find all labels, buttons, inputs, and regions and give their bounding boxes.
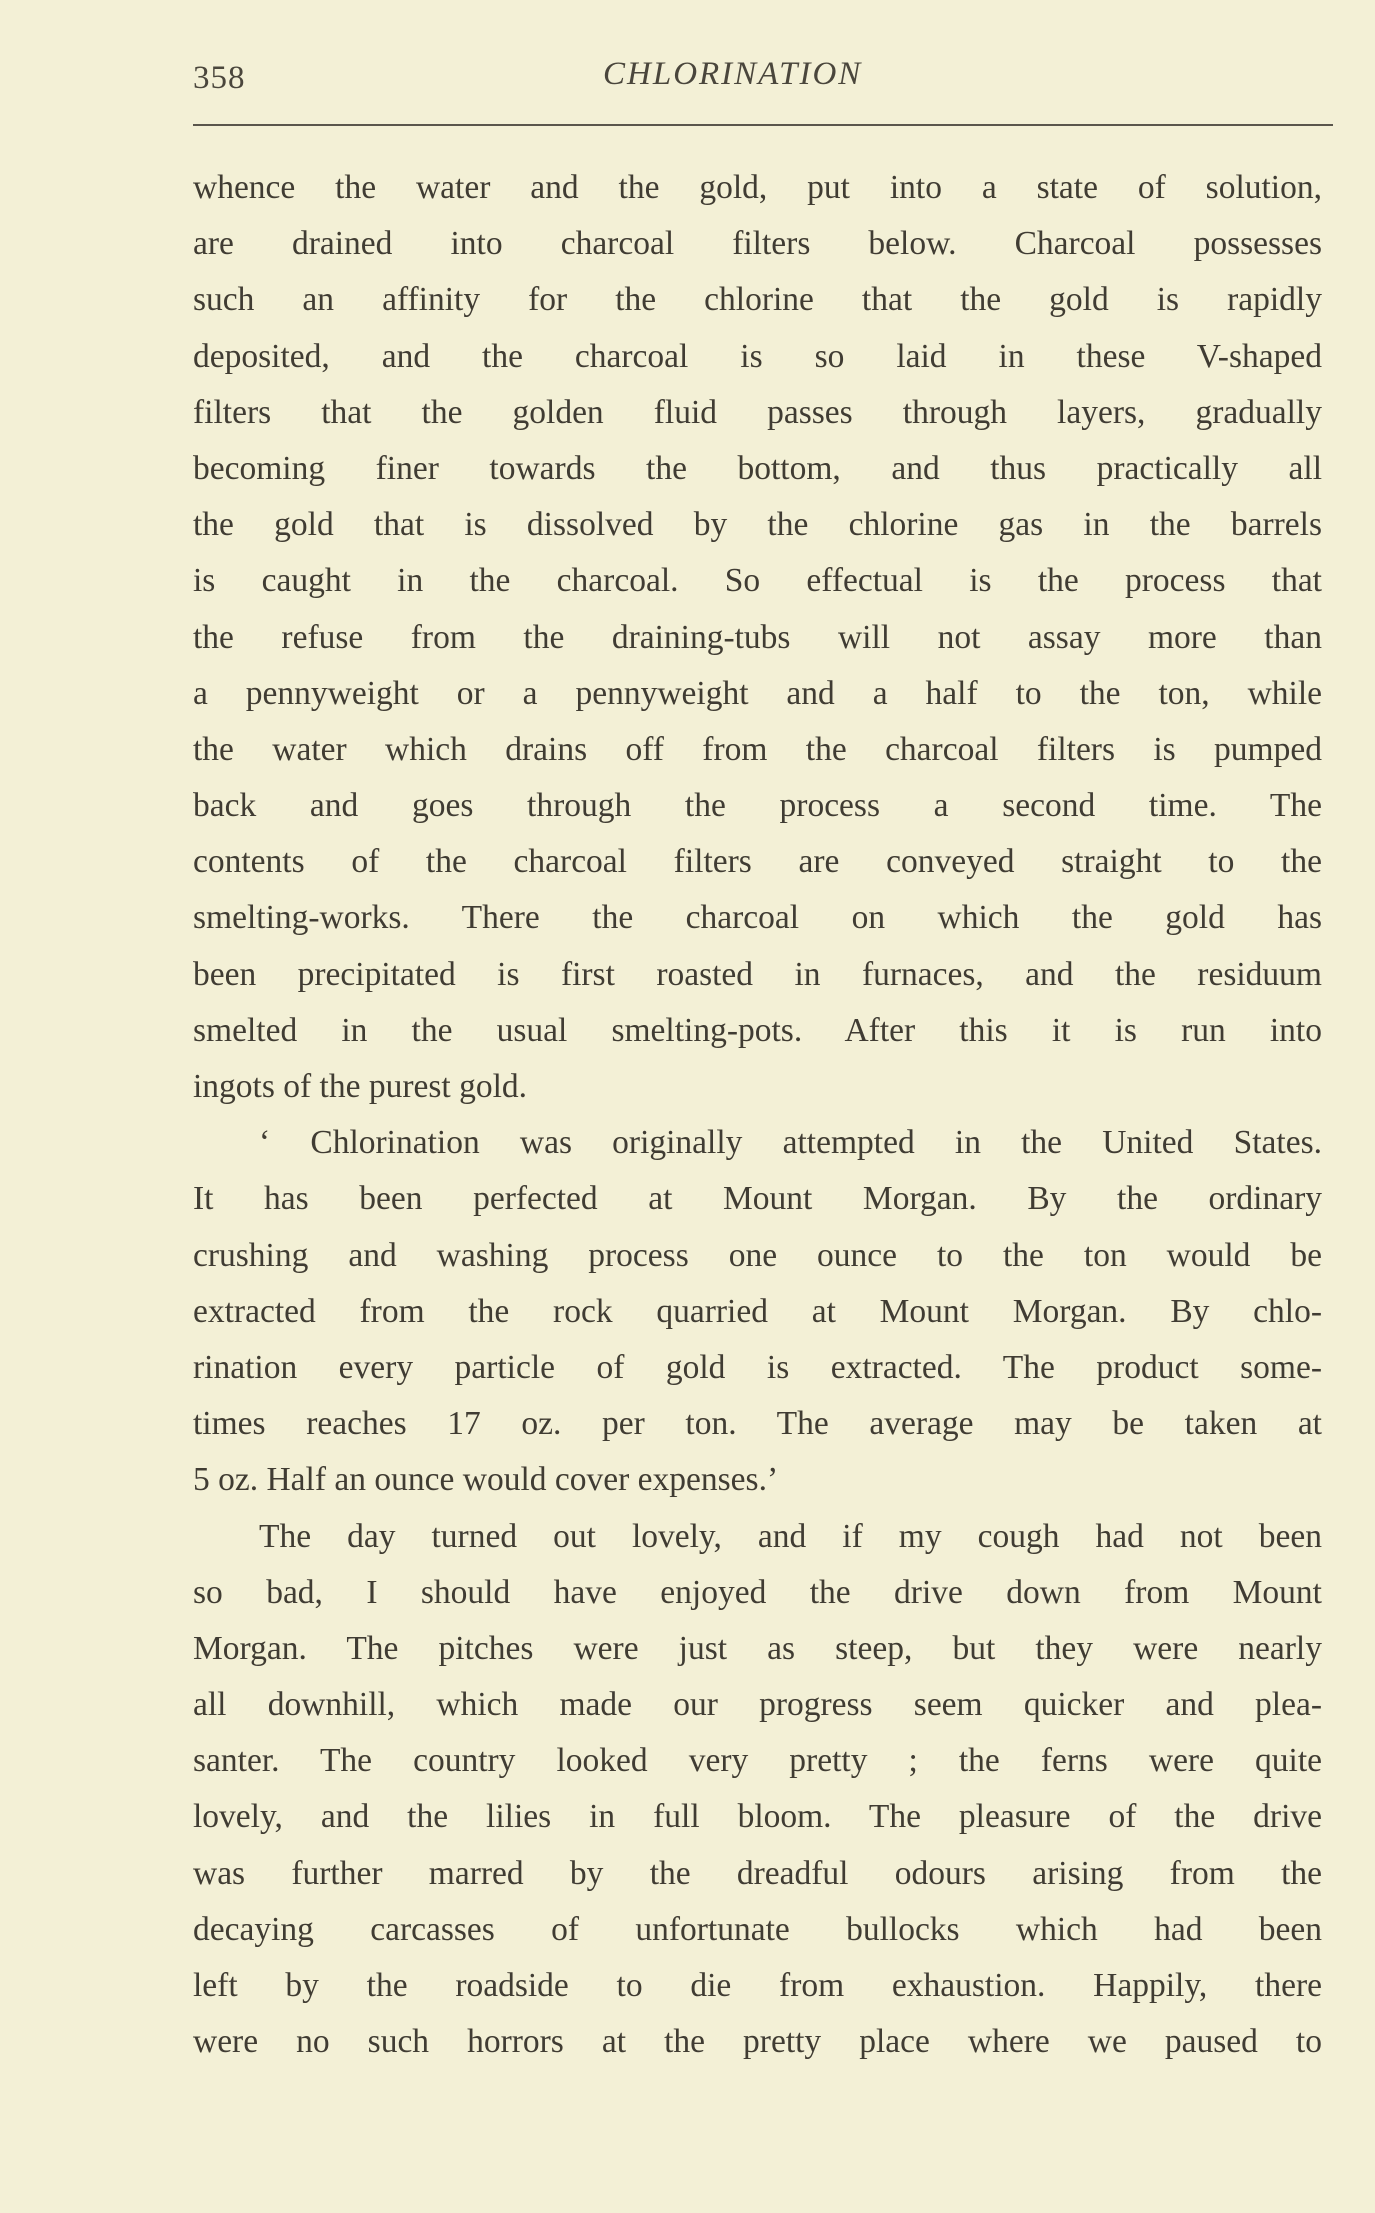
text-line: ingots of the purest gold. — [193, 1068, 528, 1105]
header-rule — [193, 124, 1333, 126]
text-line: ‘ Chlorination was originally attempted in the United States. — [259, 1124, 1322, 1162]
text-line: smelting-works. There the charcoal on which the gold has — [193, 899, 1322, 937]
text-line: are drained into charcoal filters below. Charcoal possesses — [193, 225, 1322, 263]
text-line: contents of the charcoal filters are conveyed straight to the — [193, 843, 1322, 881]
body-text — [193, 160, 1322, 2070]
text-line: 5 oz. Half an ounce would cover expenses.’ — [193, 1461, 779, 1499]
text-line: such an affinity for the chlorine that the gold is rapidly — [193, 281, 1322, 319]
text-line: becoming finer towards the bottom, and thus practically all — [193, 449, 1322, 487]
text-line: rination every particle of gold is extracted. The product some- — [193, 1348, 1322, 1386]
text-line: whence the water and the gold, put into a state of solution, — [193, 169, 1322, 206]
text-line: smelted in the usual smelting-pots. After this it is run into — [193, 1011, 1322, 1049]
text-line: all downhill, which made our progress seem quicker and plea- — [193, 1686, 1322, 1724]
text-line: is caught in the charcoal. So effectual is the process that — [193, 562, 1322, 600]
text-line: santer. The country looked very pretty ; the ferns were quite — [193, 1742, 1322, 1780]
text-line: deposited, and the charcoal is so laid in these V-shaped — [193, 337, 1322, 375]
text-line: Morgan. The pitches were just as steep, but they were nearly — [193, 1629, 1322, 1667]
text-line: been precipitated is first roasted in furnaces, and the residuum — [193, 955, 1322, 993]
text-line: crushing and washing process one ounce to the ton would be — [193, 1236, 1322, 1274]
text-line: the gold that is dissolved by the chlorine gas in the barrels — [193, 506, 1322, 544]
text-line: left by the roadside to die from exhaustion. Happily, there — [193, 1967, 1322, 2004]
text-line: were no such horrors at the pretty place where we paused to — [193, 2023, 1322, 2061]
text-line: lovely, and the lilies in full bloom. The pleasure of the drive — [193, 1798, 1322, 1836]
text-line: so bad, I should have enjoyed the drive down from Mount — [193, 1573, 1322, 1611]
text-line: a pennyweight or a pennyweight and a half to the ton, while — [193, 674, 1322, 712]
page-number: 358 — [193, 60, 246, 96]
paragraph — [193, 1115, 1322, 1508]
paragraph — [193, 1509, 1322, 2071]
running-head: CHLORINATION — [603, 56, 863, 92]
text-line: filters that the golden fluid passes through layers, gradually — [193, 393, 1322, 431]
text-line: was further marred by the dreadful odours arising from the — [193, 1854, 1322, 1892]
page-header — [193, 52, 1333, 112]
text-line: the water which drains off from the charcoal filters is pumped — [193, 730, 1322, 768]
paragraph — [193, 160, 1322, 1115]
text-line: the refuse from the draining-tubs will not assay more than — [193, 618, 1322, 656]
text-line: back and goes through the process a second time. The — [193, 787, 1322, 825]
text-line: extracted from the rock quarried at Mount Morgan. By chlo- — [193, 1292, 1322, 1330]
text-line: It has been perfected at Mount Morgan. By the ordinary — [193, 1180, 1322, 1218]
text-line: decaying carcasses of unfortunate bullocks which had been — [193, 1910, 1322, 1948]
text-line: times reaches 17 oz. per ton. The average may be taken at — [193, 1405, 1322, 1443]
text-line: The day turned out lovely, and if my cough had not been — [259, 1517, 1322, 1555]
